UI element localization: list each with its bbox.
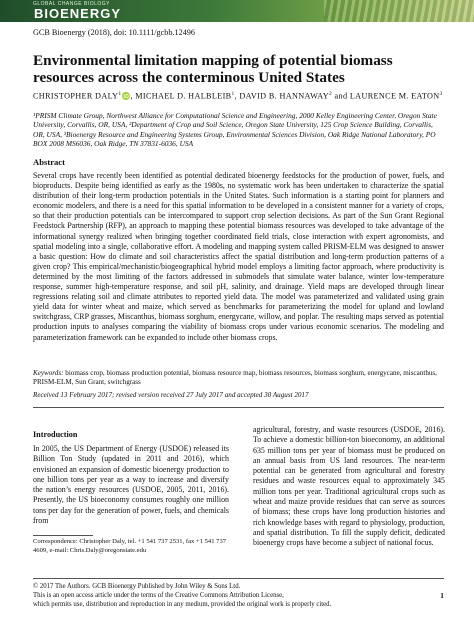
affiliations: ¹PRISM Climate Group, Northwest Alliance for Computational Science and Engineering, 2000 Kelley Engineering Center, Oregon State University, Corvallis, OR, USA, ²Department of Crop and Soil Science, Oregon State University, 125 Crop Science Building, Corvallis, OR, USA, ³Bioenergy Resource and Engineering Systems Group, Environmental Sciences Division, Oak Ridge National Laboratory, PO BOX 2008 MS6036, Oak Ridge, TN 37831-6036, USA	[33, 111, 437, 148]
intro-heading: Introduction	[33, 430, 78, 439]
author-name: LAURENCE M. EATON	[349, 91, 440, 101]
citation-line: GCB Bioenergy (2018), doi: 10.1111/gcbb.12496	[33, 28, 195, 37]
banner-field-image	[324, 0, 474, 22]
license-terms-line: which permits use, distribution and reproduction in any medium, provided the original work is properly cited.	[33, 601, 332, 608]
intro-left-column: In 2005, the US Department of Energy (USDOE) released its Billion Ton Study (updated in 2011 and 2016), which envisioned an expansion of domestic bioenergy production to one billion tons per year as a way to increase and diversify the nation’s energy resources (USDOE, 2005, 2011, 2016). Presently, the US bioeconomy consumes roughly one million tons per day for the generation of power, fuels, and chemicals from	[33, 444, 229, 526]
author-name: DAVID B. HANNAWAY	[239, 91, 330, 101]
author-name: CHRISTOPHER DALY	[33, 91, 119, 101]
article-title: Environmental limitation mapping of potential biomass resources across the conterminous United States	[33, 52, 393, 86]
license-footer	[33, 582, 444, 609]
abstract-text: Several crops have recently been identified as potential dedicated bioenergy feedstocks for the production of power, fuels, and bioproducts. Despite being identified as early as the 1980s, no systematic work has been undertaken to characterize the spatial distribution of their long-term production potentials in the United States. Such information is a starting point for planners and economic modelers, and there is a need for this spatial information to be developed in a consistent manner for a variety of crops, so that their production potentials can be intercompared to support crop selection decisions. As part of the Sun Grant Regional Feedstock Partnership (RFP), an approach to mapping these potential biomass resources was developed to take advantage of the informational synergy realized when bringing together coordinated field trials, close interaction with expert agronomists, and spatial modeling into a single, collaborative effort. A modeling and mapping system called PRISM-ELM was designed to answer a basic question: How do climate and soil characteristics affect the spatial distribution and long-term production patterns of a given crop? This empirical/mechanistic/biogeographical hybrid model employs a limiting factor approach, where productivity is determined by the most limiting of the factors addressed in submodels that simulate water balance, winter low-temperature response, summer high-temperature response, and soil pH, salinity, and drainage. Yield maps are developed through linear regressions relating soil and climate attributes to reported yield data. The model was parameterized and validated using grain yield data for winter wheat and maize, which served as benchmarks for parameterizing the model for upland and lowland switchgrass, CRP grasses, Miscanthus, biomass sorghum, energycane, willow, and poplar. The resulting maps served as potential production inputs to analyses comparing the viability of biomass crops under various economic scenarios. The modeling and parameterization framework can be expanded to include other biomass crops.	[33, 171, 444, 342]
intro-right-column: agricultural, forestry, and waste resources (USDOE, 2016). To achieve a domestic billion-ton bioeconomy, an additional 635 million tons per year of biomass must be produced on an annual basis from US land resources. The near-term potential can be generated from agricultural and forestry residues and waste resources equal to approximately 345 million tons per year. Traditional agricultural crops such as wheat and maize provide residues that can serve as sources of biomass; these crops have long production histories and rich knowledge bases with regard to physiology, production, and spatial distribution. To fill the supply deficit, dedicated bioenergy crops have become a subject of national focus.	[253, 425, 445, 548]
correspondence: Correspondence: Christopher Daly, tel. +1 541 737 2531, fax +1 541 737 4609, e-mail: Chris.Daly@oregonstate.edu	[33, 538, 227, 554]
section-divider	[33, 407, 444, 408]
abstract-heading: Abstract	[33, 157, 65, 167]
keywords-label: Keywords:	[33, 369, 64, 377]
license-line: This is an open access article under the terms of the Creative Commons Attribution License,	[33, 592, 284, 599]
footer-divider	[33, 578, 444, 579]
journal-banner	[0, 0, 474, 22]
author-affiliation-marker: 2	[329, 91, 333, 97]
received-dates: Received 13 February 2017; revised version received 27 July 2017 and accepted 30 August 2017	[33, 391, 309, 399]
page-number: 1	[440, 591, 444, 600]
orcid-icon[interactable]	[122, 92, 130, 100]
author-affiliation-marker: 1	[118, 91, 122, 97]
author-affiliation-marker: 3	[439, 91, 443, 97]
journal-name: BIOENERGY	[34, 6, 122, 21]
author-list: CHRISTOPHER DALY$^1$iD , MICHAEL D. HALBLEIB$^1$, DAVID B. HANNAWAY$^2$ and LAURENCE M. EATON$^3$	[33, 89, 443, 102]
journal-subtitle: GLOBAL CHANGE BIOLOGY	[33, 1, 111, 7]
keywords	[33, 369, 444, 387]
keywords-list: biomass crop, biomass production potential, biomass resource map, biomass resources, biomass sorghum, energycane, miscanthus, PRISM-ELM, Sun Grant, switchgrass	[33, 369, 437, 387]
author-name: MICHAEL D. HALBLEIB	[135, 91, 232, 101]
author-affiliation-marker: 1	[231, 91, 235, 97]
copyright-line: © 2017 The Authors. GCB Bioenergy Published by John Wiley & Sons Ltd.	[33, 583, 241, 590]
correspondence-divider	[33, 535, 93, 536]
